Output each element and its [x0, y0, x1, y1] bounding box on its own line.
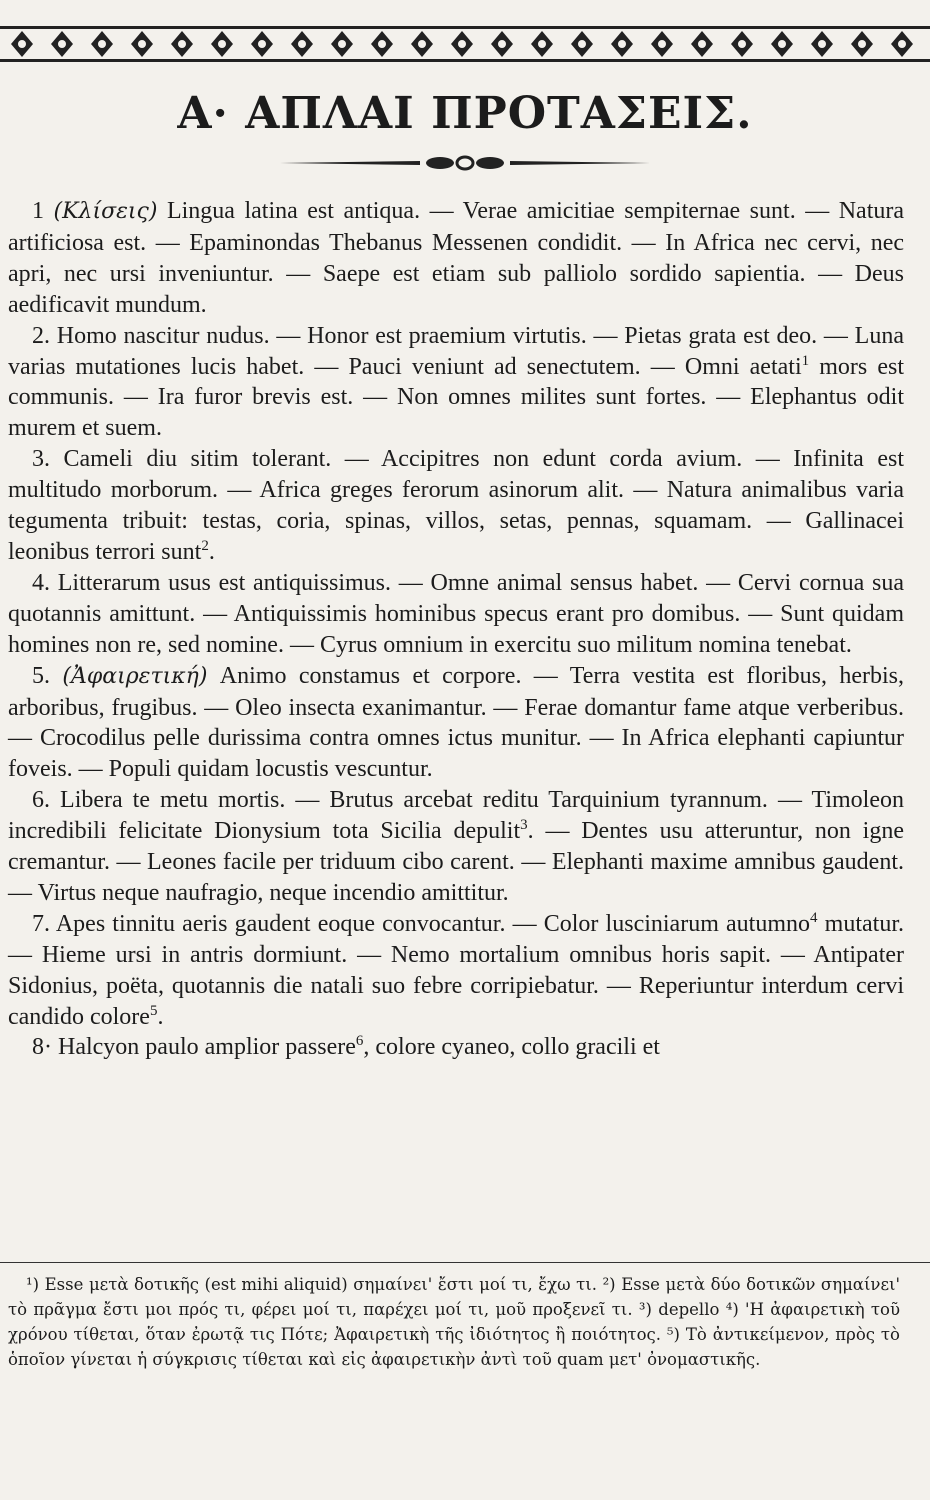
ornament-dot	[338, 40, 346, 48]
case-label: (Ἀφαιρετική)	[62, 663, 208, 689]
exercise-text	[8, 196, 904, 1063]
section-text: Apes tinnitu aeris gaudent eoque convocantur. — Color lusciniarum autumno	[55, 910, 811, 937]
section-6	[8, 785, 904, 909]
ornament-dot	[138, 40, 146, 48]
case-label: (Κλίσεις)	[53, 199, 158, 224]
section-text-cont: , colore cyaneo, collo gracili et	[363, 1034, 660, 1061]
section-number: 5.	[32, 662, 50, 689]
ornament-dot	[858, 40, 866, 48]
ornament-dot	[738, 40, 746, 48]
footnote-ref: 6	[355, 1033, 364, 1050]
section-number: 6.	[32, 787, 50, 814]
ornament-dot	[658, 40, 666, 48]
section-4	[8, 568, 904, 661]
footnotes	[8, 1272, 900, 1372]
ornament-dot	[458, 40, 466, 48]
section-8	[8, 1032, 904, 1063]
ornament-dot	[818, 40, 826, 48]
ornament-dot	[218, 40, 226, 48]
footnote-ref: 4	[810, 909, 818, 926]
decorative-border	[0, 22, 930, 66]
footnote-ref: 1	[801, 352, 810, 369]
section-text-cont: mutatur. — Hieme ursi in antris dormiunt. — Nemo mortalium omnibus horis sapit. — Antipater Sidonius, poëta, quotannis die natali suo febre corripiebatur. — Reperiuntur interdum cervi candido colore	[8, 910, 904, 1030]
footnote-text: ¹) Esse μετὰ δοτικῆς (est mihi aliquid) σημαίνει' ἔστι μοί τι, ἔχω τι. ²) Esse μετὰ δύο δοτικῶν σημαίνει' τὸ πρᾶγμα ἔστι μοι πρός τι, φέρει μοί τι, παρέχει μοί τι, μοῦ προξενεῖ τι. ³) depello ⁴) 'Η ἀφαιρετικὴ τοῦ χρόνου τίθεται, ὅταν ἐρωτᾷ τις Πότε; Ἀφαιρετικὴ τῆς ἰδιότητος ἢ ποιότητος. ⁵) Τὸ ἀντικείμενον, πρὸς τὸ ὁποῖον γίνεται ἡ σύγκρισις τίθεται καὶ εἰς ἀφαιρετικὴν ἀντὶ τοῦ quam μετ' ὀνομαστικῆς.	[8, 1275, 900, 1369]
section-number: 4.	[32, 569, 50, 596]
section-2	[8, 321, 904, 445]
ornament-dot	[898, 40, 906, 48]
section-text: Halcyon paulo amplior passere	[58, 1034, 356, 1061]
ornament-dot	[18, 40, 26, 48]
section-text: Lingua latina est antiqua. — Verae amicitiae sempiternae sunt. — Natura artificiosa est. — Epaminondas Thebanus Messenen condidit. — In Africa nec cervi, nec apri, nec ursi inveniuntur. — Saepe est etiam sub palliolo sordido sapientia. — Deus aedificavit mundum.	[8, 198, 905, 318]
section-text: Animo constamus et corpore. — Terra vestita est floribus, herbis, arboribus, frugibus. — Oleo insecta exanimantur. — Ferae domantur fame atque verberibus. — Crocodilus pelle durissima contra omnes ictus munitur. — In Africa elephanti capiuntur foveis. — Populi quidam locustis vescuntur.	[8, 662, 905, 783]
section-text-cont: . — Dentes usu atteruntur, non igne cremantur. — Leones facile per triduum cibo carent. — Elephanti maxime amnibus gaudent. — Virtus neque naufragio, neque incendio amittitur.	[8, 818, 904, 906]
ornament-dot	[178, 40, 186, 48]
ornament-dot	[98, 40, 106, 48]
ornament-dot	[498, 40, 506, 48]
section-text: Libera te metu mortis. — Brutus arcebat reditu Tarquinium tyrannum. — Timoleon incredibili felicitate Dionysium tota Sicilia depulit	[8, 787, 905, 845]
footnote-ref: 3	[520, 817, 528, 834]
page-title: Α· ΑΠΛΑΙ ΠΡΟΤΑΣΕΙΣ.	[177, 88, 753, 139]
ornament-dot	[538, 40, 546, 48]
ornament-dot	[618, 40, 626, 48]
section-number: 8·	[32, 1034, 52, 1061]
section-7	[8, 909, 904, 1033]
ornament-dot	[378, 40, 386, 48]
footnote-ref: 2	[201, 537, 209, 554]
footnote-divider	[0, 1262, 930, 1263]
section-number: 7.	[32, 910, 50, 937]
ornament-dot	[578, 40, 586, 48]
ornament-dot	[258, 40, 266, 48]
section-text: Litterarum usus est antiquissimus. — Omne animal sensus habet. — Cervi cornua sua quotannis amittunt. — Antiquissimis hominibus specus erant pro domibus. — Sunt quidam homines non re, sed nomine. — Cyrus omnium in exercitu suo militum nomina tenebat.	[8, 569, 905, 658]
ornament-dot	[698, 40, 706, 48]
section-text-cont: mors est communis. — Ira furor brevis est. — Non omnes milites sunt fortes. — Elephantus odit murem et suem.	[8, 353, 904, 442]
section-3	[8, 444, 904, 568]
ornament-dot	[298, 40, 306, 48]
section-1	[8, 196, 904, 321]
section-text-cont: .	[208, 538, 215, 565]
ornament-dot	[58, 40, 66, 48]
section-text: Homo nascitur nudus. — Honor est praemium virtutis. — Pietas grata est deo. — Luna varias mutationes lucis habet. — Pauci veniunt ad senectutem. — Omni aetati	[8, 322, 904, 380]
section-number: 2.	[32, 322, 50, 349]
ornament-dot	[778, 40, 786, 48]
footnote-ref: 5	[149, 1002, 158, 1019]
ornament-dot	[418, 40, 426, 48]
section-text-end: .	[157, 1003, 164, 1030]
section-number: 1	[32, 198, 44, 224]
section-text: Cameli diu sitim tolerant. — Accipitres non edunt corda avium. — Infinita est multitudo morborum. — Africa greges ferorum asinorum alit. — Natura animalibus varia tegumenta tribuit: testas, coria, spinas, villos, setas, pennas, squamam. — Gallinacei leonibus terrori sunt	[8, 446, 904, 565]
section-5	[8, 661, 904, 786]
section-number: 3.	[32, 446, 50, 473]
title-divider	[270, 150, 660, 176]
